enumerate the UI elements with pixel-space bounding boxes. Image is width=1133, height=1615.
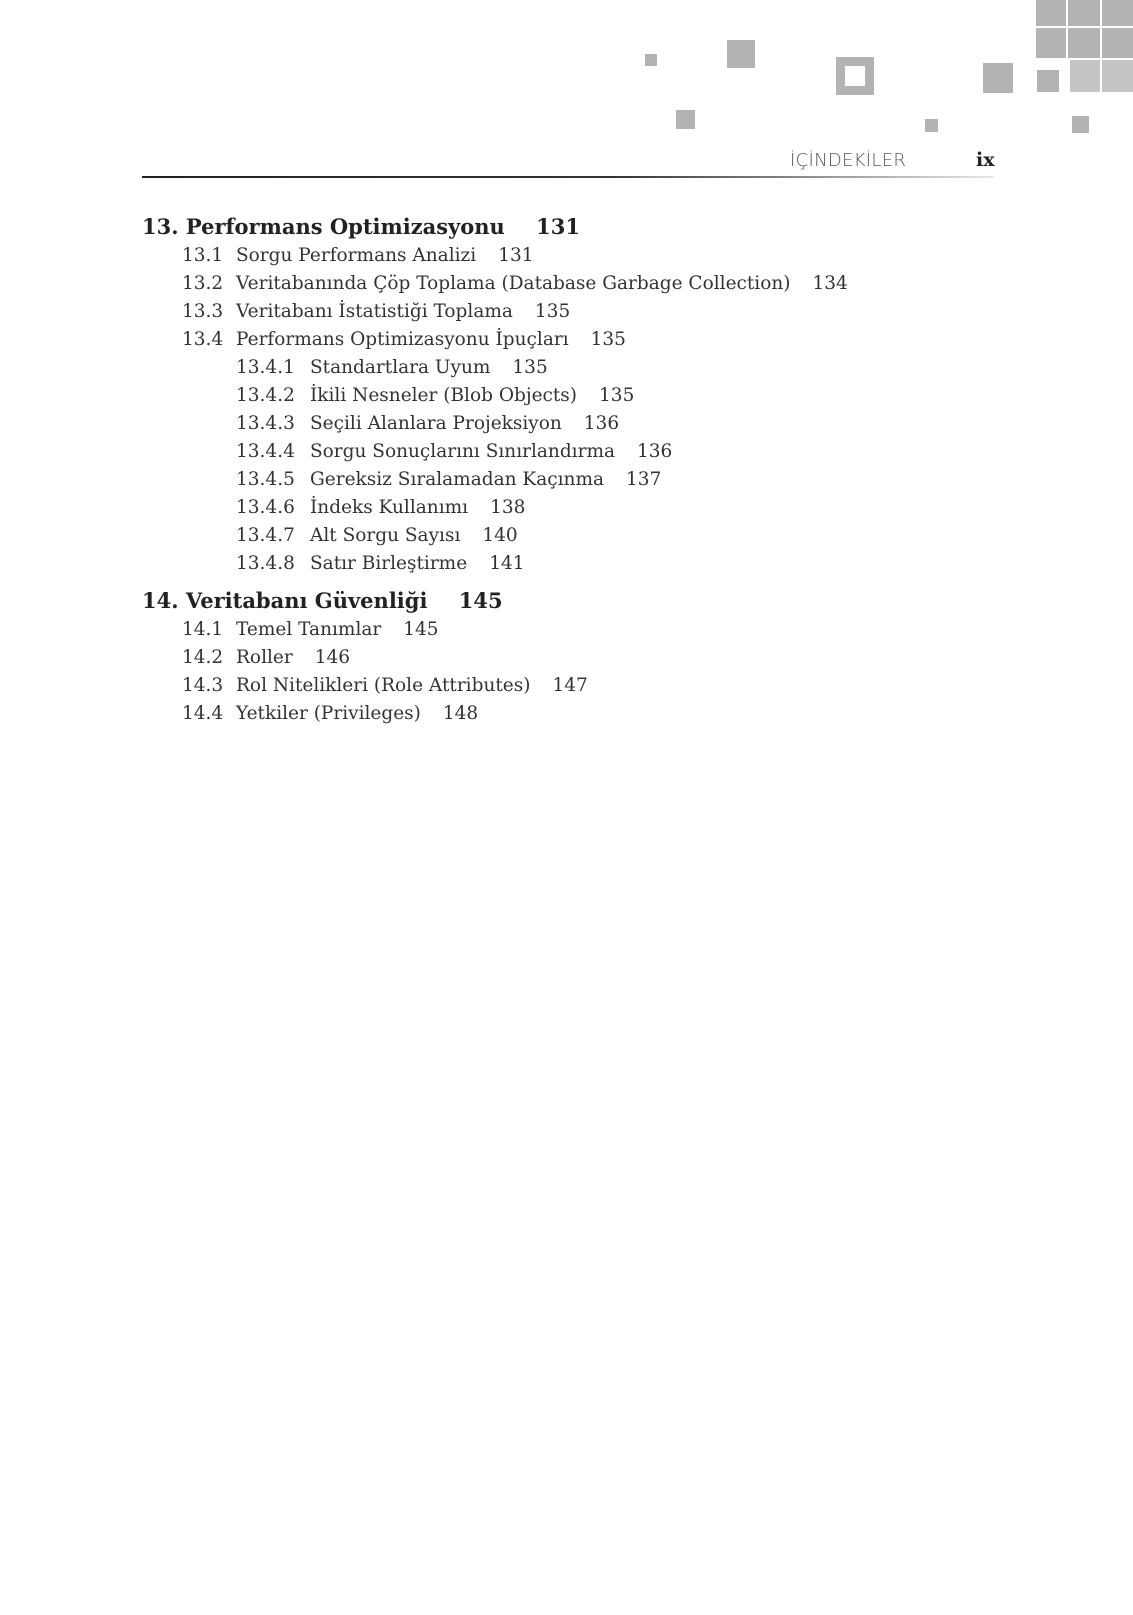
toc-subentry	[142, 522, 1042, 550]
section-page: 134	[812, 273, 848, 294]
toc-entry	[142, 644, 1042, 672]
subsection-title: İkili Nesneler (Blob Objects)	[310, 385, 578, 406]
section-page: 147	[552, 675, 588, 696]
section-number: 14.3	[182, 675, 224, 696]
section-title: Roller	[236, 647, 293, 668]
decor-square	[1102, 28, 1133, 58]
subsection-title: Standartlara Uyum	[310, 357, 491, 378]
toc-subentry	[142, 410, 1042, 438]
decor-square	[727, 40, 755, 68]
subsection-title: Gereksiz Sıralamadan Kaçınma	[310, 469, 605, 490]
toc-subentry	[142, 550, 1042, 578]
header-rule	[142, 176, 994, 178]
subsection-title: Seçili Alanlara Projeksiyon	[310, 413, 562, 434]
subsection-page: 141	[489, 553, 525, 574]
subsection-number: 13.4.5	[236, 469, 295, 490]
toc-entry	[142, 672, 1042, 700]
subsection-title: Satır Birleştirme	[310, 553, 468, 574]
chapter-number: 14.	[142, 588, 179, 613]
decor-square	[983, 63, 1013, 93]
subsection-title: Sorgu Sonuçlarını Sınırlandırma	[310, 441, 616, 462]
page-number: ix	[976, 149, 995, 171]
chapter-page: 145	[458, 588, 503, 613]
section-number: 13.4	[182, 329, 224, 350]
subsection-number: 13.4.1	[236, 357, 295, 378]
chapter-page: 131	[536, 214, 580, 239]
section-page: 145	[403, 619, 439, 640]
section-page: 131	[498, 245, 534, 266]
header-title: İÇİNDEKİLER	[790, 150, 907, 171]
section-title: Yetkiler (Privileges)	[236, 703, 421, 724]
subsection-page: 140	[482, 525, 518, 546]
decor-square	[1036, 28, 1066, 58]
section-title: Rol Nitelikleri (Role Attributes)	[236, 675, 531, 696]
decor-square	[1036, 0, 1066, 26]
decor-square	[1068, 28, 1100, 58]
subsection-title: Alt Sorgu Sayısı	[310, 525, 461, 546]
subsection-number: 13.4.2	[236, 385, 295, 406]
decor-square	[1102, 60, 1133, 92]
subsection-number: 13.4.6	[236, 497, 295, 518]
section-title: Performans Optimizasyonu İpuçları	[236, 329, 569, 350]
decor-square	[925, 119, 938, 132]
subsection-number: 13.4.8	[236, 553, 295, 574]
toc-entry	[142, 298, 1042, 326]
section-title: Temel Tanımlar	[236, 619, 382, 640]
section-title: Sorgu Performans Analizi	[236, 245, 477, 266]
running-header	[142, 147, 994, 177]
chapter-title: Performans Optimizasyonu	[185, 214, 505, 239]
toc-entry	[142, 700, 1042, 728]
decor-square	[676, 110, 695, 129]
section-title: Veritabanında Çöp Toplama (Database Garbage Collection)	[236, 273, 791, 294]
decor-square	[1070, 60, 1100, 92]
subsection-page: 138	[490, 497, 526, 518]
decor-square	[1072, 116, 1089, 133]
decor-square	[645, 54, 657, 66]
section-number: 14.4	[182, 703, 224, 724]
section-number: 14.1	[182, 619, 224, 640]
subsection-page: 136	[583, 413, 620, 434]
toc-subentry	[142, 438, 1042, 466]
subsection-title: İndeks Kullanımı	[310, 497, 469, 518]
toc-subentry	[142, 494, 1042, 522]
subsection-page: 137	[626, 469, 662, 490]
decor-square	[1037, 70, 1059, 92]
subsection-page: 135	[599, 385, 635, 406]
toc-entry	[142, 270, 1042, 298]
section-number: 13.3	[182, 301, 224, 322]
section-title: Veritabanı İstatistiği Toplama	[236, 301, 513, 322]
chapter-heading	[142, 586, 1042, 616]
subsection-page: 136	[637, 441, 673, 462]
subsection-number: 13.4.7	[236, 525, 295, 546]
section-number: 13.2	[182, 273, 224, 294]
toc-entry	[142, 326, 1042, 354]
toc-entry	[142, 616, 1042, 644]
section-number: 13.1	[182, 245, 224, 266]
subsection-page: 135	[512, 357, 548, 378]
subsection-number: 13.4.3	[236, 413, 295, 434]
toc-subentry	[142, 354, 1042, 382]
section-page: 135	[590, 329, 626, 350]
toc-subentry	[142, 466, 1042, 494]
section-page: 146	[314, 647, 351, 668]
chapter-heading	[142, 212, 1042, 242]
table-of-contents	[142, 212, 1042, 728]
section-page: 148	[442, 703, 479, 724]
subsection-number: 13.4.4	[236, 441, 295, 462]
toc-entry	[142, 242, 1042, 270]
decor-square	[1102, 0, 1133, 26]
decor-square-outline	[836, 57, 874, 95]
section-number: 14.2	[182, 647, 224, 668]
toc-subentry	[142, 382, 1042, 410]
section-page: 135	[534, 301, 571, 322]
chapter-number: 13.	[142, 214, 179, 239]
chapter-title: Veritabanı Güvenliği	[185, 588, 428, 613]
decor-square	[1068, 0, 1100, 26]
